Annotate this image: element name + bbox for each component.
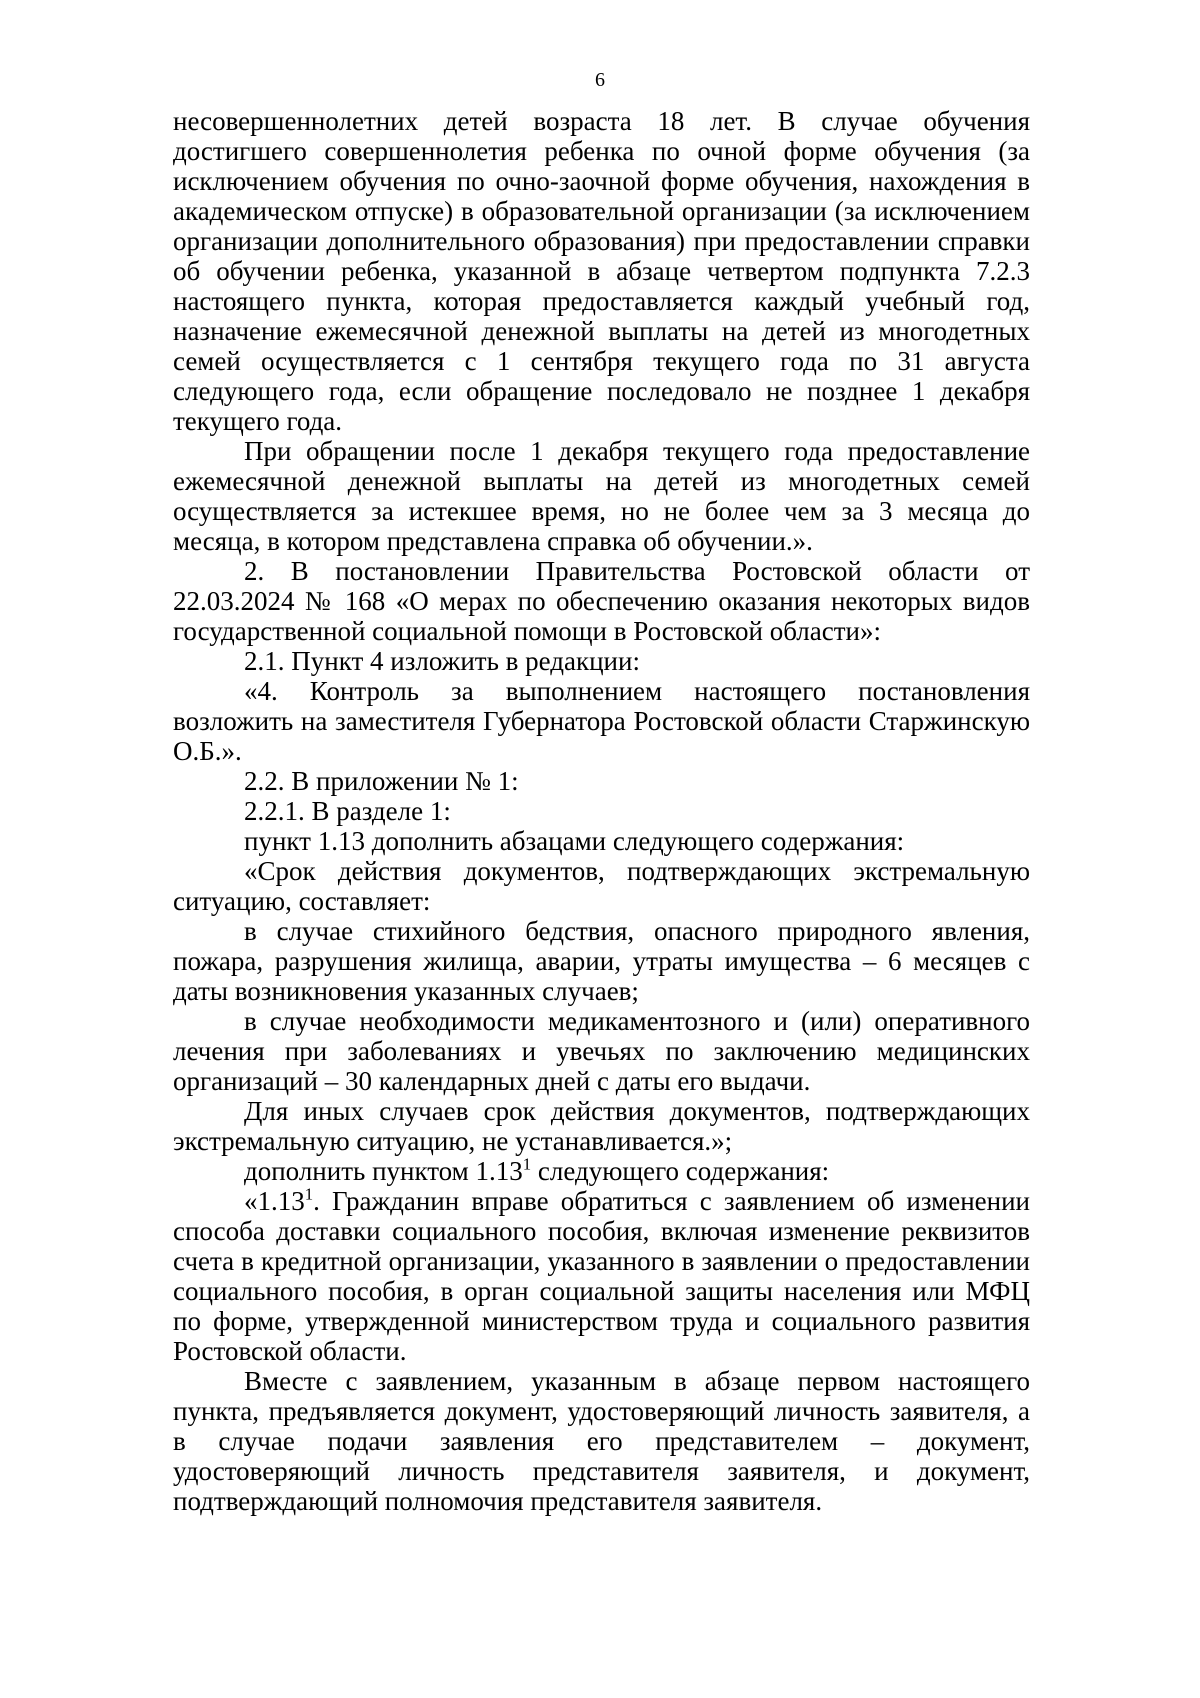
paragraph-text: «1.13 <box>244 1186 305 1216</box>
paragraph-text: дополнить пунктом 1.13 <box>244 1156 523 1186</box>
paragraph-text: следующего содержания: <box>531 1156 830 1186</box>
paragraph: «Срок действия документов, подтверждающих экстремальную ситуацию, составляет: <box>173 856 1030 916</box>
page-number: 6 <box>595 69 605 91</box>
paragraph: несовершеннолетних детей возраста 18 лет. В случае обучения достигшего совершеннолетия ребенка по очной форме обучения (за исключением обучения по очно-заочной форме обучения, нахождения в академическом отпуске) в образовательной организации (за исключением организации дополнительного образования) при предоставлении справки об обучении ребенка, указанной в абзаце четвертом подпункта 7.2.3 настоящего пункта, которая предоставляется каждый учебный год, назначение ежемесячной денежной выплаты на детей из многодетных семей осуществляется с 1 сентября текущего года по 31 августа следующего года, если обращение последовало не позднее 1 декабря текущего года. <box>173 106 1030 436</box>
paragraph: Для иных случаев срок действия документов, подтверждающих экстремальную ситуацию, не устанавливается.»; <box>173 1096 1030 1156</box>
paragraph: 2. В постановлении Правительства Ростовской области от 22.03.2024 № 168 «О мерах по обеспечению оказания некоторых видов государственной социальной помощи в Ростовской области»: <box>173 556 1030 646</box>
paragraph: в случае необходимости медикаментозного и (или) оперативного лечения при заболеваниях и увечьях по заключению медицинских организаций – 30 календарных дней с даты его выдачи. <box>173 1006 1030 1096</box>
paragraph: При обращении после 1 декабря текущего года предоставление ежемесячной денежной выплаты на детей из многодетных семей осуществляется за истекшее время, но не более чем за 3 месяца до месяца, в котором представлена справка об обучении.». <box>173 436 1030 556</box>
paragraph: Вместе с заявлением, указанным в абзаце первом настоящего пункта, предъявляется документ, удостоверяющий личность заявителя, а в случае подачи заявления его представителем – документ, удостоверяющий личность представителя заявителя, и документ, подтверждающий полномочия представителя заявителя. <box>173 1366 1030 1516</box>
paragraph: 2.2. В приложении № 1: <box>244 766 519 796</box>
superscript: 1 <box>304 1184 314 1204</box>
paragraph: в случае стихийного бедствия, опасного природного явления, пожара, разрушения жилища, аварии, утраты имущества – 6 месяцев с даты возникновения указанных случаев; <box>173 916 1030 1006</box>
paragraph: 2.2.1. В разделе 1: <box>244 796 451 826</box>
paragraph <box>173 1156 1030 1186</box>
paragraph-text: . Гражданин вправе обратиться с заявлением об изменении способа доставки социального пособия, включая изменение реквизитов счета в кредитной организации, указанного в заявлении о предоставлении социального пособия, в орган социальной защиты населения или МФЦ по форме, утвержденной министерством труда и социального развития Ростовской области. <box>173 1186 1030 1366</box>
paragraph: 2.1. Пункт 4 изложить в редакции: <box>244 646 640 676</box>
document-body <box>173 106 1030 1516</box>
superscript: 1 <box>522 1154 532 1174</box>
paragraph <box>173 1186 1030 1366</box>
paragraph: «4. Контроль за выполнением настоящего постановления возложить на заместителя Губернатора Ростовской области Старжинскую О.Б.». <box>173 676 1030 766</box>
paragraph: пункт 1.13 дополнить абзацами следующего содержания: <box>244 826 905 856</box>
